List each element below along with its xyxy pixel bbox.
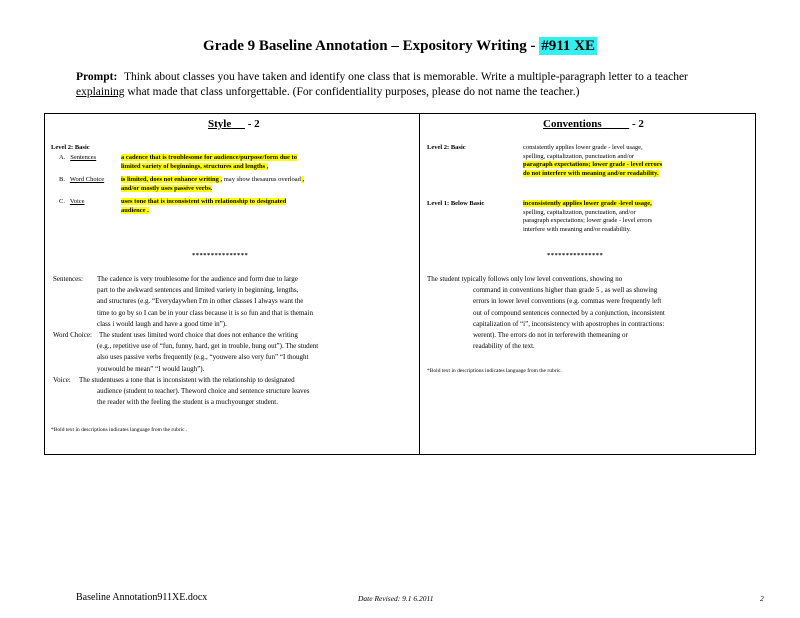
style-item-b-label: B. Word Choice	[59, 176, 105, 183]
prompt-label: Prompt:	[76, 71, 118, 83]
conventions-note: *Bold text in descriptions indicates language from the rubric.	[427, 368, 562, 374]
conventions-level-2-text: consistently applies lower grade - level usage, spelling, capitalization, punctuation and/or paragraph expectations; lower grade - level errors do not interfere with meaning and/or readability.	[523, 144, 663, 177]
conventions-stars: ***************	[547, 252, 604, 259]
conventions-description: The student typically follows only low level conventions, showing no command in conventions higher than grade 5 , as well as showing errors in lower level conventions (e.g. commas were frequently left out of compound sentences connected by a conjunction, inconsistent capitalization of “i”, inconsistency with apostrophes in contractions: werent). The errors do not in terferewith themeaning or readability of the text.	[427, 275, 665, 351]
document-title	[0, 38, 800, 55]
style-item-a-label: A. Sentences	[59, 154, 97, 161]
prompt-line1: Think about classes you have taken and identify one class that is memorable. Write a multiple-paragraph letter to a teacher	[123, 71, 688, 83]
footer-page-number: 2	[760, 594, 764, 603]
column-divider	[419, 114, 420, 454]
style-item-a-text: a cadence that is troublesome for audience/purpose/form due to limited variety of beginnings, structures and lengths ,	[121, 154, 297, 170]
style-item-c-text: uses tone that is inconsistent with relationship to designated audience .	[121, 198, 287, 214]
footer-filename: Baseline Annotation911XE.docx	[76, 592, 208, 603]
conventions-level-1: Level 1: Below Basic	[427, 200, 485, 207]
style-note: *Bold text in descriptions indicates language from the rubric .	[51, 427, 188, 433]
style-stars: ***************	[192, 252, 249, 259]
style-description: Sentences: The cadence is very troublesome for the audience and form due to large part to the awkward sentences and limited variety in beginning, lengths, and structures (e.g. “Everydaywhen I'm in other classes I always want the time to go by so I can be in your class because it is so fun and that is themain class i would laugh and have a good time in”). Word Choice: The student uses limited word choice that does not enhance the writing (e.g., repetitive use of “fun, funny, hard, get in trouble, hung out”). The student also uses passive verbs frequently (e.g., “youwere also very fun” “I thought youwould be mean” “I would laugh”). Voice: The studentuses a tone that is inconsistent with the relationship to designated audience (student to teacher). Theword choice and sentence structure leaves the reader with the feeling the student is a muchyounger student.	[53, 275, 319, 407]
style-item-c-label: C. Voice	[59, 198, 85, 205]
style-heading: Style - 2	[208, 118, 260, 130]
conventions-heading: Conventions - 2	[543, 118, 644, 130]
prompt-line2: what made that class unforgettable. (For confidentiality purposes, please do not name the teacher.)	[124, 86, 580, 98]
title-code-highlight: #911 XE	[541, 38, 595, 54]
conventions-level-2: Level 2: Basic	[427, 144, 466, 151]
style-item-b-text: is limited, does not enhance writing , may show thesaurus overload , and/or mostly uses passive verbs.	[121, 176, 305, 192]
conventions-level-1-text: inconsistently applies lower grade -level usage, spelling, capitalization, punctuation, and/or paragraph expectations; lower grade - level errors interfere with meaning and/or readability.	[523, 200, 653, 233]
style-level: Level 2: Basic	[51, 144, 90, 151]
footer-date: Date Revised: 9.1 6.2011	[358, 594, 434, 603]
title-text: Grade 9 Baseline Annotation – Expository Writing -	[203, 38, 540, 54]
prompt-explaining: explaining	[76, 86, 125, 98]
prompt	[76, 70, 756, 100]
annotation-table	[44, 113, 756, 455]
